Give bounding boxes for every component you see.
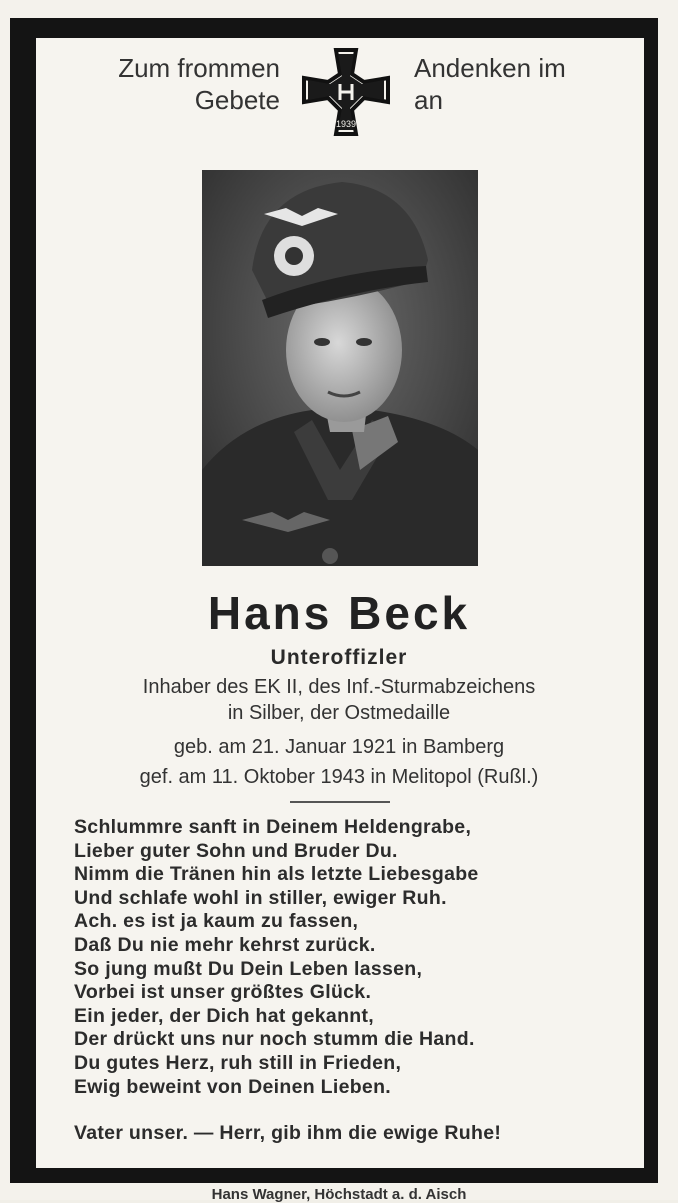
- awards-line-2: in Silber, der Ostmedaille: [227, 702, 451, 724]
- header-left-line1: Zum frommen: [118, 53, 280, 83]
- poem-line: Ewig beweint von Deinen Lieben.: [74, 1075, 392, 1098]
- poem-line: Nimm die Tränen hin als letzte Liebesgabe: [74, 863, 479, 886]
- header-left-text: [60, 52, 280, 116]
- soldier-portrait-photo: [202, 170, 478, 566]
- poem-line: Und schlafe wohl in stiller, ewiger Ruh.: [74, 886, 447, 909]
- cross-year: 1939: [335, 119, 357, 129]
- poem-line: Du gutes Herz, ruh still in Frieden,: [74, 1051, 402, 1074]
- poem-line: Ein jeder, der Dich hat gekannt,: [74, 1004, 375, 1027]
- header-right-line1: Andenken im: [414, 53, 566, 83]
- awards-line-1: Inhaber des EK II, des Inf.-Sturmabzeichens: [142, 676, 536, 698]
- poem-line: Vorbei ist unser größtes Glück.: [74, 981, 372, 1004]
- divider-rule: [290, 801, 390, 803]
- poem-line: Der drückt uns nur noch stumm die Hand.: [74, 1028, 475, 1051]
- header-right-text: [414, 52, 624, 116]
- printer-imprint: Hans Wagner, Höchstadt a. d. Aisch: [211, 1186, 467, 1203]
- deceased-name: Hans Beck: [207, 587, 471, 639]
- poem-line: Lieber guter Sohn und Bruder Du.: [74, 839, 398, 862]
- iron-cross-icon: [298, 44, 394, 140]
- poem-line: So jung mußt Du Dein Leben lassen,: [74, 957, 423, 980]
- poem-line: Ach. es ist ja kaum zu fassen,: [74, 910, 359, 933]
- memorial-poem: [74, 816, 634, 1099]
- header-right-line2: an: [414, 85, 443, 115]
- birth-date-line: geb. am 21. Januar 1921 in Bamberg: [173, 736, 505, 758]
- header-left-line2: Gebete: [194, 85, 280, 115]
- military-rank: Unteroffizler: [270, 646, 408, 669]
- poem-line: Schlummre sanft in Deinem Heldengrabe,: [74, 816, 472, 838]
- poem-line: Daß Du nie mehr kehrst zurück.: [74, 933, 376, 956]
- death-date-line: gef. am 11. Oktober 1943 in Melitopol (Rußl.): [139, 766, 539, 788]
- closing-prayer: Vater unser. — Herr, gib ihm die ewige Ruhe!: [74, 1122, 502, 1144]
